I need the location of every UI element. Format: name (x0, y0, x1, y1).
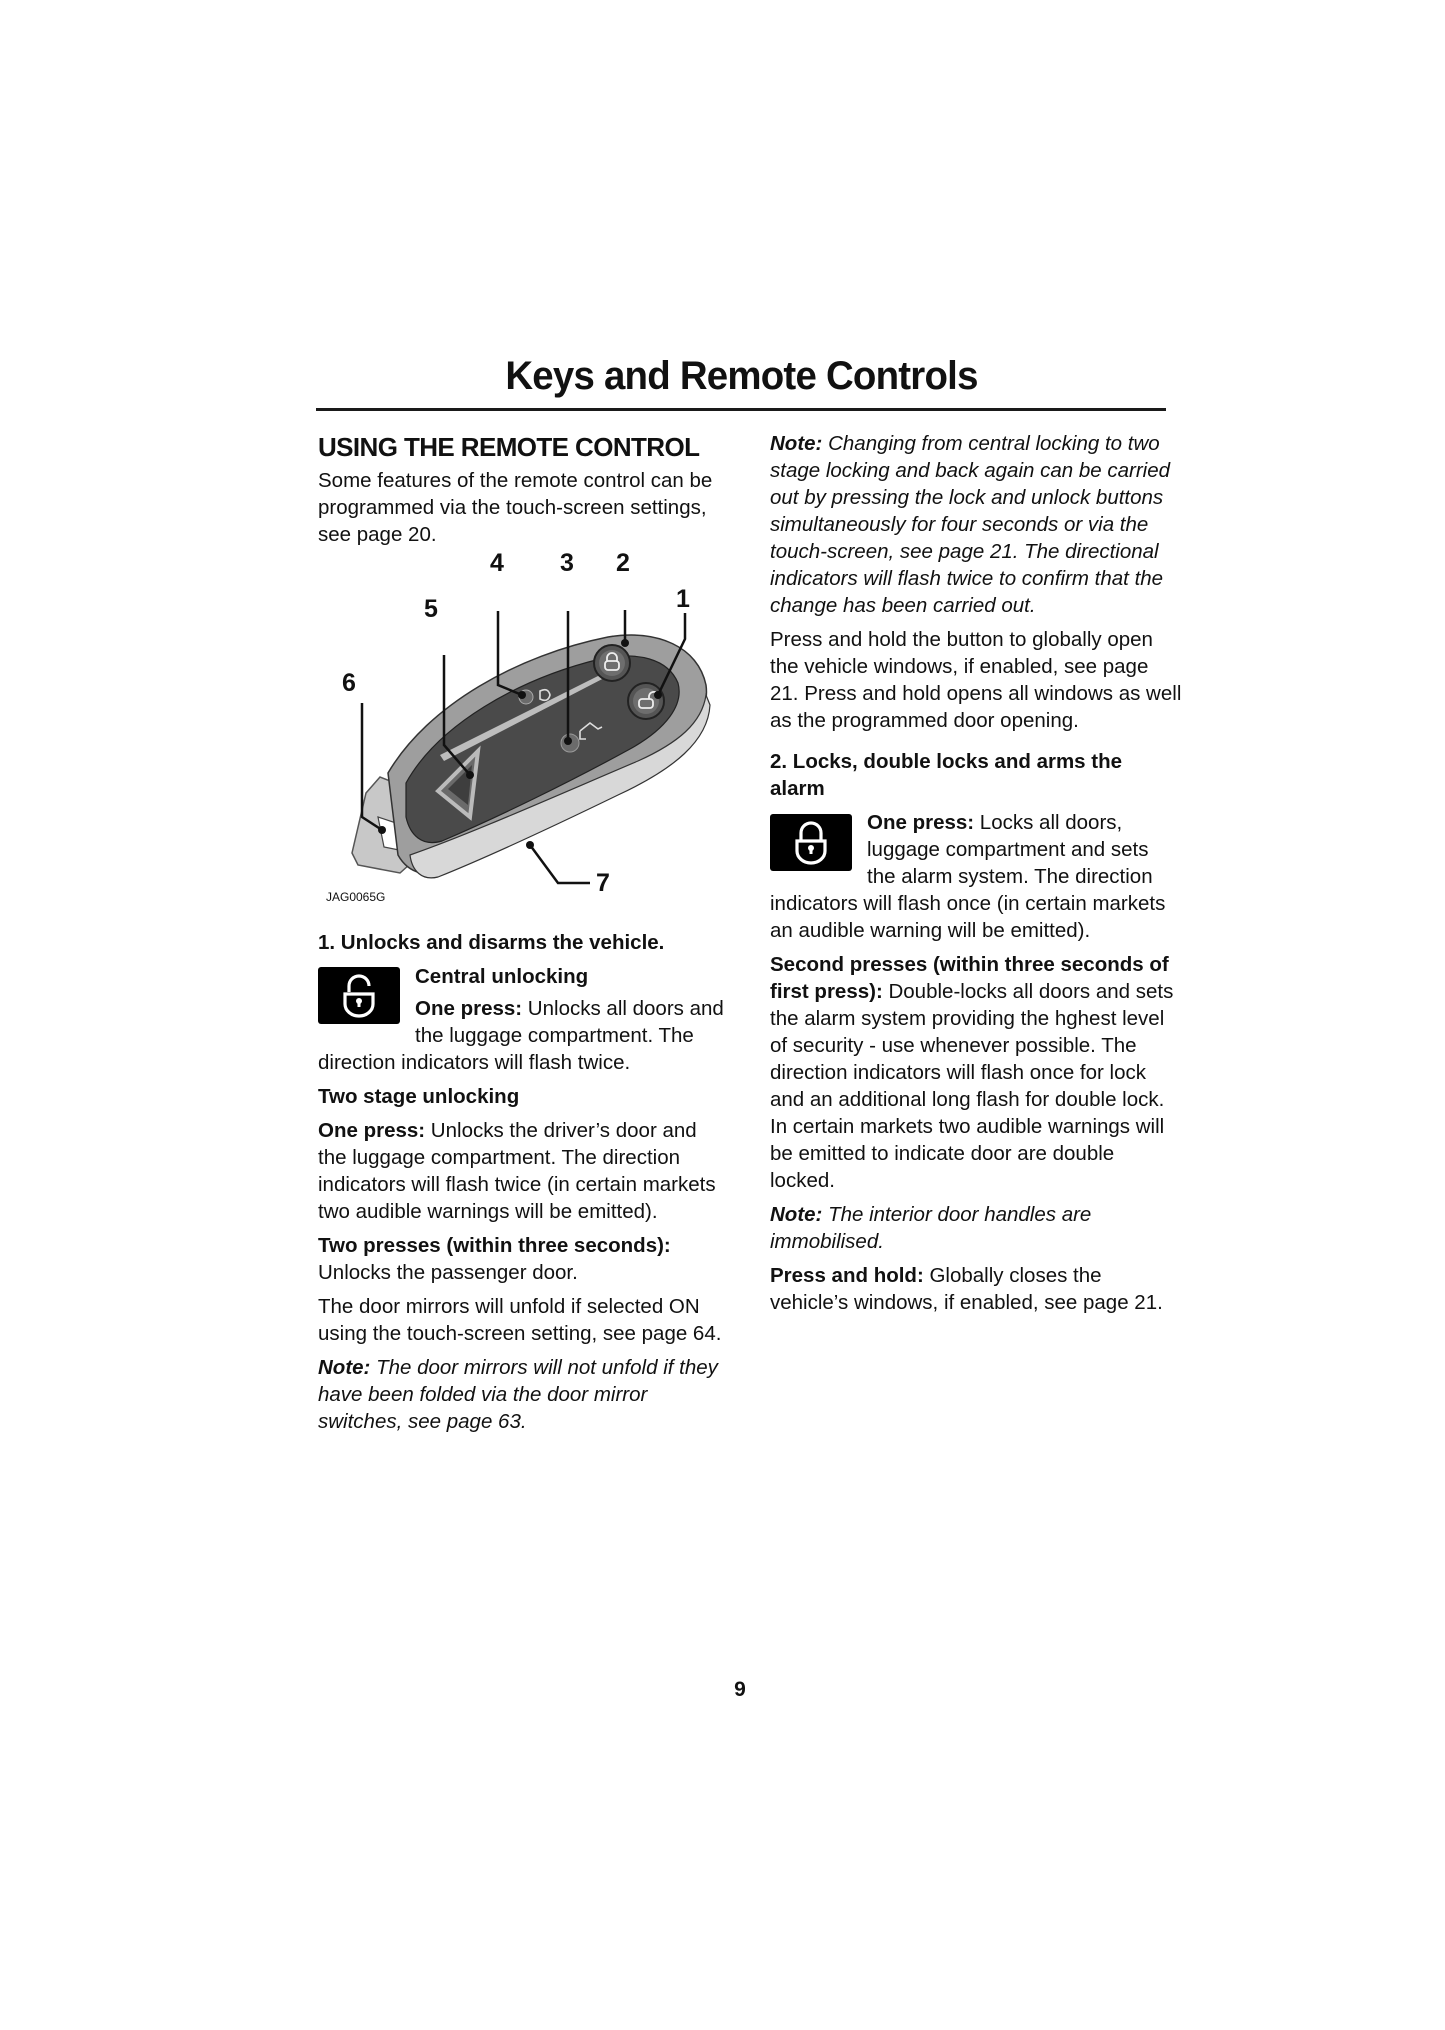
second-presses-label: Second presses (within three seconds of first press): (770, 953, 1169, 1003)
figure-code: JAG0065G (326, 890, 386, 904)
press-hold-close-label: Press and hold: (770, 1264, 924, 1287)
locking-mode-note (770, 430, 1182, 619)
two-stage-one-press-text: Unlocks the driver’s door and the luggage compartment. The direction indicators will flash twice (in certain markets two audible warnings will be emitted). (318, 1119, 716, 1223)
page-number: 9 (734, 1678, 746, 1701)
key-fob-illustration (318, 555, 730, 911)
lock-icon-box (770, 814, 852, 871)
section-heading: USING THE REMOTE CONTROL (318, 432, 700, 462)
callout-6: 6 (342, 669, 356, 697)
press-hold-open-paragraph: Press and hold the button to globally open the vehicle windows, if enabled, see page 21. Press and hold opens all windows as well as the programmed door opening. (770, 628, 1182, 732)
mirrors-note (318, 1354, 730, 1435)
second-presses-paragraph (770, 951, 1182, 1194)
callout-4: 4 (490, 549, 504, 577)
press-hold-close-text: Globally closes the vehicle’s windows, if enabled, see page 21. (770, 1264, 1163, 1314)
title-divider (316, 408, 1166, 411)
mirrors-note-label: Note: (318, 1356, 371, 1379)
right-column (770, 430, 1182, 1323)
page-title: Keys and Remote Controls (505, 354, 978, 398)
lock-icon (791, 821, 831, 865)
unlock-icon (339, 974, 379, 1018)
central-unlocking-heading: Central unlocking (415, 965, 589, 988)
two-stage-heading: Two stage unlocking (318, 1085, 520, 1108)
second-presses-text: Double-locks all doors and sets the alarm system providing the hghest level of security - use whenever possible. The direction indicators will flash once for lock and an additional long flash for double lock. In certain markets two audible warnings will be emitted to indicate door are double locked. (770, 980, 1174, 1192)
leader-line-7 (530, 845, 590, 883)
two-presses-text: Unlocks the passenger door. (318, 1261, 578, 1284)
central-one-press-text: Unlocks all doors and the luggage compartment. The direction indicators will flash twice. (318, 997, 724, 1074)
callout-2: 2 (616, 549, 630, 577)
callout-3: 3 (560, 549, 574, 577)
item2-heading: 2. Locks, double locks and arms the alarm (770, 750, 1123, 800)
unlock-icon-box (318, 967, 400, 1024)
mirrors-note-text: The door mirrors will not unfold if they have been folded via the door mirror switches, see page 63. (318, 1356, 718, 1433)
intro-paragraph: Some features of the remote control can be programmed via the touch-screen settings, see page 20. (318, 469, 713, 546)
two-presses-label: Two presses (within three seconds): (318, 1234, 671, 1257)
central-unlocking-block (318, 963, 730, 1076)
central-one-press-label: One press: (415, 997, 523, 1020)
two-stage-one-press-paragraph (318, 1117, 730, 1225)
handles-note-text: The interior door handles are immobilised. (770, 1203, 1092, 1253)
item1-heading: 1. Unlocks and disarms the vehicle. (318, 931, 665, 954)
handles-note-label: Note: (770, 1203, 823, 1226)
callout-5: 5 (424, 595, 438, 623)
lock-one-press-text: Locks all doors, luggage compartment and sets the alarm system. The direction indicators will flash once (in certain markets an audible warning will be emitted). (770, 811, 1166, 942)
press-hold-close-paragraph (770, 1262, 1182, 1316)
two-presses-paragraph (318, 1232, 730, 1286)
callout-7: 7 (596, 869, 610, 897)
remote-key-figure (318, 549, 730, 911)
lock-one-press-label: One press: (867, 811, 975, 834)
locking-mode-note-label: Note: (770, 432, 823, 455)
left-column (318, 430, 730, 1442)
callout-1: 1 (676, 585, 690, 613)
lock-block (770, 809, 1182, 944)
handles-note (770, 1201, 1182, 1255)
two-stage-one-press-label: One press: (318, 1119, 426, 1142)
mirrors-paragraph: The door mirrors will unfold if selected ON using the touch-screen setting, see page 64. (318, 1295, 722, 1345)
locking-mode-note-text: Changing from central locking to two stage locking and back again can be carried out by pressing the lock and unlock buttons simultaneously for four seconds or via the touch-screen, see page 21. The directional indicators will flash twice to confirm that the change has been carried out. (770, 432, 1171, 617)
